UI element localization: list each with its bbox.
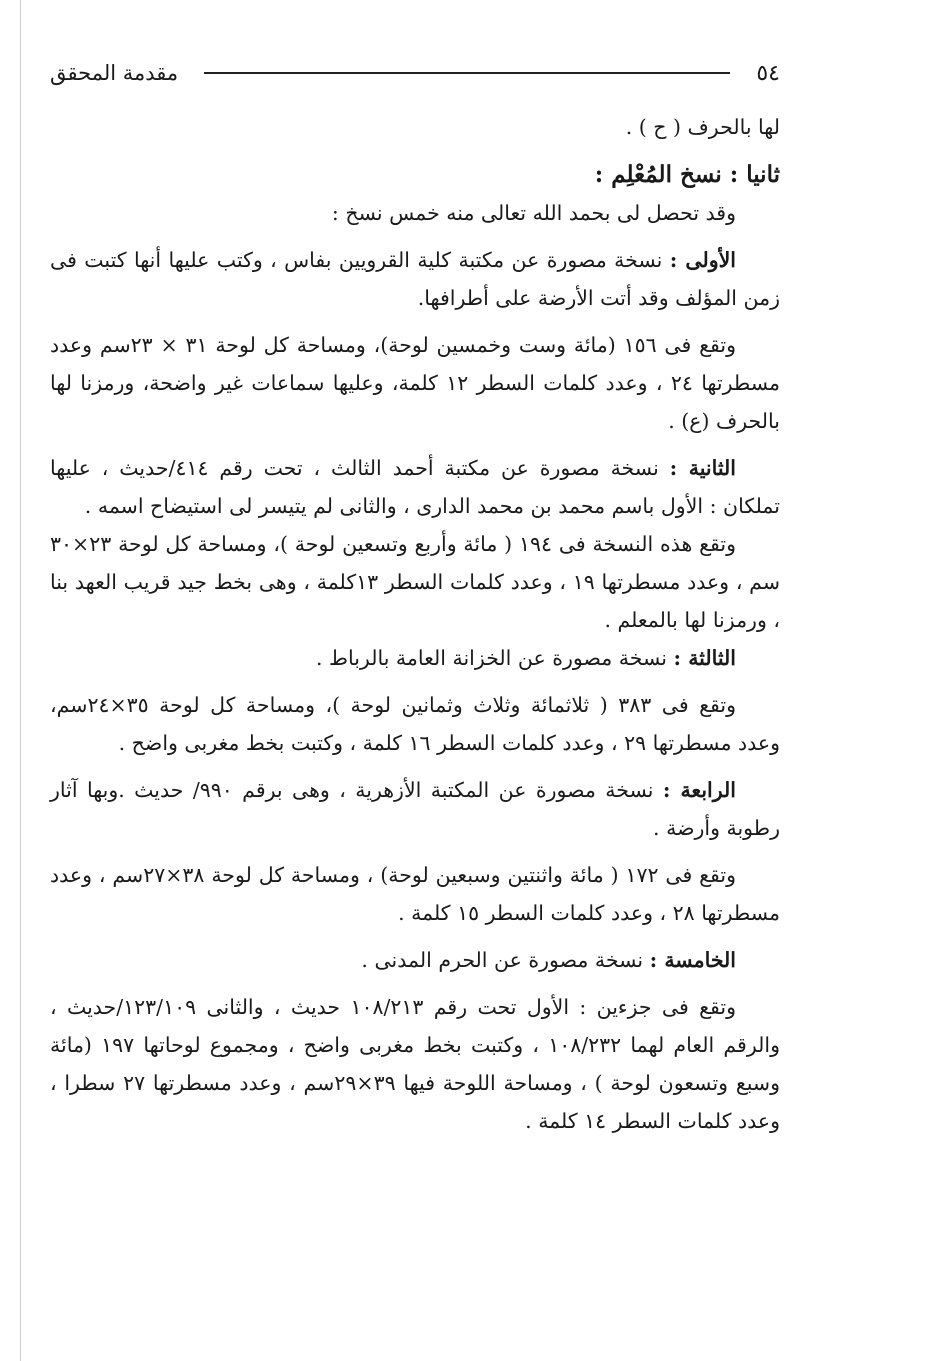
copy-2-details: وتقع هذه النسخة فى ١٩٤ ( مائة وأربع وتسعين لوحة )، ومساحة كل لوحة ٢٣×٣٠ سم ، وعدد مسطرتها ١٩ ، وعدد كلمات السطر ١٣كلمة ، وهى بخط جيد قريب العهد بنا ، ورمزنا لها بالمعلم . xyxy=(50,532,780,632)
copy-4-details: وتقع فى ١٧٢ ( مائة واثنتين وسبعين لوحة) ، ومساحة كل لوحة ٣٨×٢٧سم ، وعدد مسطرتها ٢٨ ، وعدد كلمات السطر ١٥ كلمة . xyxy=(50,863,780,925)
scan-margin-line xyxy=(20,0,21,1361)
copy-2-description xyxy=(50,449,780,525)
copy-5-details: وتقع فى جزءين : الأول تحت رقم ١٠٨/٢١٣ حديث ، والثانى ١٢٣/١٠٩/حديث ، والرقم العام لهما ١٠٨/٢٣٢ ، وكتبت بخط مغربى واضح ، ومجموع لوحاتها ١٩٧ (مائة وسبع وتسعون لوحة ) ، ومساحة اللوحة فيها ٣٩×٢٩سم ، وعدد مسطرتها ٢٧ سطرا ، وعدد كلمات السطر ١٤ كلمة . xyxy=(50,995,781,1133)
copy-3-description xyxy=(50,639,780,677)
copy-2-text: نسخة مصورة عن مكتبة أحمد الثالث ، تحت رقم ٤١٤/حديث ، عليها تملكان : الأول باسم محمد بن محمد الدارى ، والثانى لم يتيسر لى استيضاح اسمه . xyxy=(50,456,780,518)
copy-3-lead: الثالثة : xyxy=(673,646,736,670)
copy-1-lead: الأولى : xyxy=(669,248,736,272)
copy-3-text: نسخة مصورة عن الخزانة العامة بالرباط . xyxy=(315,646,674,670)
copy-1-text: نسخة مصورة عن مكتبة كلية القرويين بفاس ، وكتب عليها أنها كتبت فى زمن المؤلف وقد أتت الأرضة على أطرافها. xyxy=(50,248,780,310)
copy-5-text: نسخة مصورة عن الحرم المدنى . xyxy=(361,948,650,972)
copy-4-lead: الرابعة : xyxy=(662,778,736,802)
copy-4-description xyxy=(50,771,780,847)
intro-paragraph: وقد تحصل لى بحمد الله تعالى منه خمس نسخ : xyxy=(331,201,736,225)
page-header xyxy=(50,57,780,89)
copy-5-description xyxy=(50,941,780,979)
copy-4-text: نسخة مصورة عن المكتبة الأزهرية ، وهى برقم ٩٩٠/ حديث .وبها آثار رطوبة وأرضة . xyxy=(50,778,780,840)
copy-2-lead: الثانية : xyxy=(669,456,736,480)
copy-5-lead: الخامسة : xyxy=(649,948,736,972)
running-title: مقدمة المحقق xyxy=(50,61,179,85)
page-number: ٥٤ xyxy=(756,60,780,86)
section-heading: ثانيا : نسخ المُعْلِم : xyxy=(594,161,780,188)
header-rule xyxy=(204,72,730,74)
continued-line: لها بالحرف ( ح ) . xyxy=(625,115,780,139)
copy-1-details: وتقع فى ١٥٦ (مائة وست وخمسين لوحة)، ومساحة كل لوحة ٣١ × ٢٣سم وعدد مسطرتها ٢٤ ، وعدد كلمات السطر ١٢ كلمة، وعليها سماعات غير واضحة، ورمزنا لها بالحرف (ع) . xyxy=(50,333,780,433)
copy-1-description xyxy=(50,241,780,317)
copy-3-details: وتقع فى ٣٨٣ ( ثلاثمائة وثلاث وثمانين لوحة )، ومساحة كل لوحة ٣٥×٢٤سم، وعدد مسطرتها ٢٩ ، وعدد كلمات السطر ١٦ كلمة ، وكتبت بخط مغربى واضح . xyxy=(50,693,780,755)
page-body xyxy=(50,108,780,1140)
